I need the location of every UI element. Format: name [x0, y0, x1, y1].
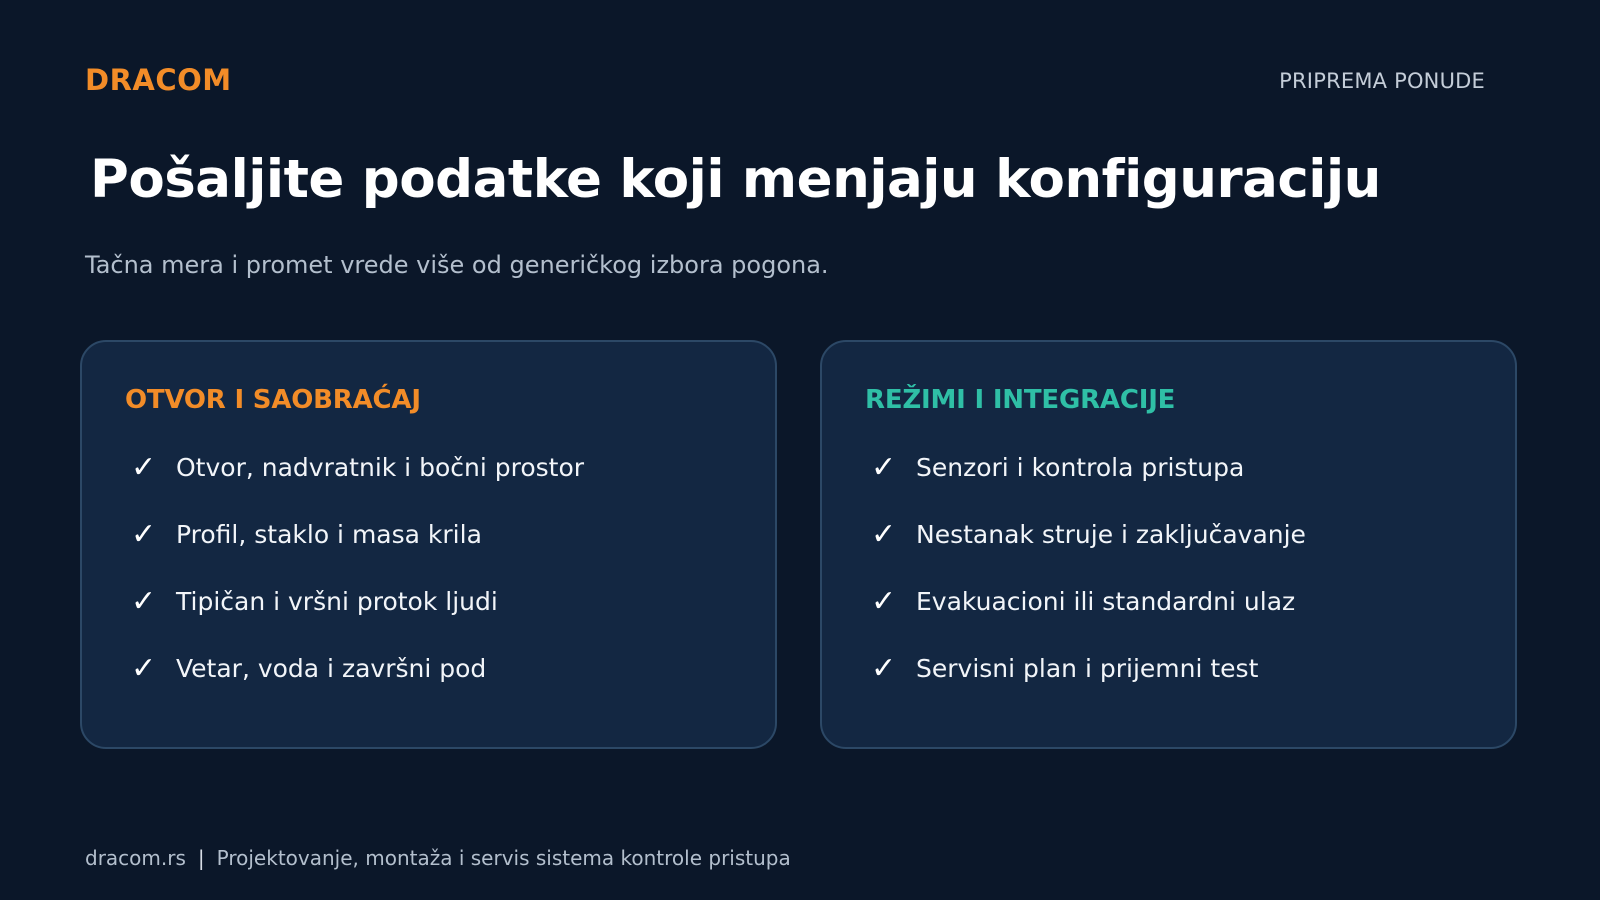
- brand-logo-text: DRACOM: [85, 63, 232, 97]
- card-title: OTVOR I SAOBRAĆAJ: [125, 385, 421, 415]
- footer-site-link[interactable]: dracom.rs: [85, 846, 186, 870]
- checkmark-icon: ✓: [871, 651, 897, 686]
- footer: [85, 843, 791, 873]
- checklist-item: [871, 516, 1306, 583]
- checkmark-icon: ✓: [131, 584, 157, 619]
- checklist-item: [871, 449, 1306, 516]
- page-title: Pošaljite podatke koji menjaju konfiguraciju: [90, 149, 1381, 210]
- checklist: [131, 449, 584, 717]
- footer-tagline: Projektovanje, montaža i servis sistema kontrole pristupa: [216, 846, 791, 870]
- checklist-item-label: Vetar, voda i završni pod: [176, 654, 487, 683]
- checkmark-icon: ✓: [131, 450, 157, 485]
- checklist-item-label: Senzori i kontrola pristupa: [916, 453, 1245, 482]
- checklist-item-label: Otvor, nadvratnik i bočni prostor: [176, 453, 585, 482]
- checklist-item: [131, 516, 584, 583]
- card-title: REŽIMI I INTEGRACIJE: [865, 385, 1176, 415]
- checklist-item-label: Tipičan i vršni protok ljudi: [176, 587, 498, 616]
- card-opening-traffic: [80, 340, 777, 749]
- checkmark-icon: ✓: [871, 517, 897, 552]
- page-subtitle: Tačna mera i promet vrede više od generičkog izbora pogona.: [85, 251, 829, 279]
- checklist-item: [871, 583, 1306, 650]
- checklist-item: [131, 583, 584, 650]
- checkmark-icon: ✓: [871, 450, 897, 485]
- checklist: [871, 449, 1306, 717]
- section-label: PRIPREMA PONUDE: [1279, 69, 1485, 93]
- checklist-item-label: Evakuacioni ili standardni ulaz: [916, 587, 1296, 616]
- checkmark-icon: ✓: [131, 651, 157, 686]
- checklist-item: [871, 650, 1306, 717]
- footer-separator: |: [197, 846, 205, 870]
- checklist-item: [131, 449, 584, 516]
- checklist-item-label: Servisni plan i prijemni test: [916, 654, 1259, 683]
- checklist-item-label: Nestanak struje i zaključavanje: [916, 520, 1306, 549]
- checklist-item-label: Profil, staklo i masa krila: [176, 520, 482, 549]
- card-modes-integrations: [820, 340, 1517, 749]
- checkmark-icon: ✓: [131, 517, 157, 552]
- checklist-item: [131, 650, 584, 717]
- checkmark-icon: ✓: [871, 584, 897, 619]
